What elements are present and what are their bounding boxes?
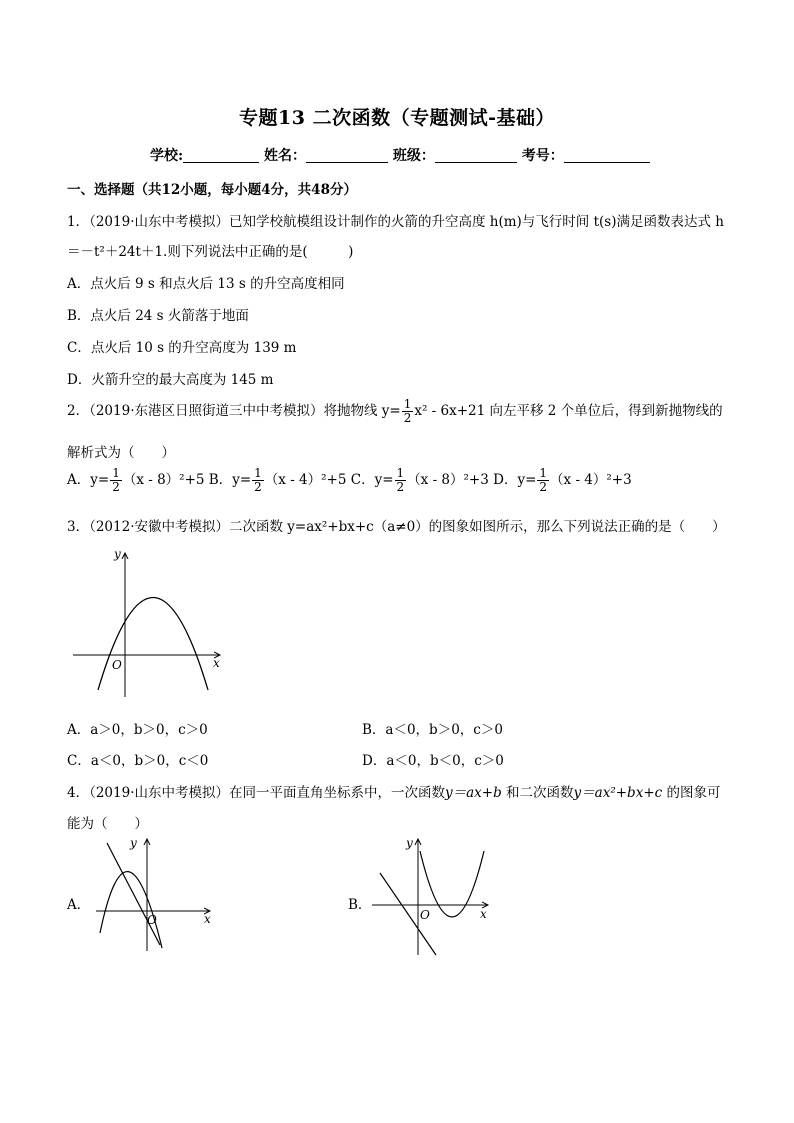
y-axis-label: y [130, 836, 137, 850]
q4-stem-line2: 能为（ ） [67, 816, 148, 832]
fraction: $\frac{1}{2}$ [396, 466, 405, 494]
origin-label: O [112, 658, 122, 672]
q3-option-c: C．a＜0，b＞0，c＜0 [67, 753, 209, 769]
fraction: $\frac{1}{2}$ [539, 466, 548, 494]
q4-graph-b [368, 833, 496, 958]
q3-option-d: D．a＜0，b＜0，c＞0 [362, 753, 504, 769]
q1-option-d: D．火箭升空的最大高度为 145 m [67, 372, 274, 388]
q2-stem-line1: 2．（2019·东港区日照街道三中中考模拟）将抛物线 y= $\frac{1}{2}$ x² - 6x+21 向左平移 2 个单位后，得到新抛物线的 [67, 397, 723, 425]
section-heading: 一、选择题（共12小题，每小题4分，共48分） [67, 182, 357, 198]
q4-option-a-label: A． [67, 897, 91, 913]
school-blank[interactable] [183, 148, 259, 163]
q1-option-b: B．点火后 24 s 火箭落于地面 [67, 308, 249, 324]
q4-graph-a [92, 833, 222, 958]
page-title: 专题13 二次函数（专题测试-基础） [239, 107, 555, 129]
q2-options: A．y= $\frac{1}{2}$ （x - 8）²+5 B．y= $\frac{1}{2}$ （x - 4）²+5 C．y= $\frac{1}{2}$ （x - 8）²+3 D．y= $\frac{1}{2}$ （x - 4）²+3 [67, 466, 632, 494]
class-blank[interactable] [435, 148, 517, 163]
fraction: $\frac{1}{2}$ [254, 466, 262, 494]
fraction: $\frac{1}{2}$ [112, 466, 120, 494]
q3-parabola-graph [68, 545, 233, 700]
exam-no-label: 考号： [521, 148, 564, 164]
q1-option-a: A．点火后 9 s 和点火后 13 s 的升空高度相同 [67, 276, 345, 292]
student-info-row [150, 145, 650, 165]
q1-stem-line2: ＝－t²＋24t＋1.则下列说法中正确的是( ) [67, 244, 354, 260]
origin-label: O [147, 913, 157, 927]
y-axis-label: y [114, 547, 121, 561]
name-label: 姓名： [264, 148, 307, 164]
q1-stem-line1: 1．（2019·山东中考模拟）已知学校航模组设计制作的火箭的升空高度 h(m)与飞行时间 t(s)满足函数表达式 h [67, 214, 724, 230]
q4-stem-line1: 4．（2019·山东中考模拟）在同一平面直角坐标系中，一次函数y＝ax+b 和二次函数y＝ax²+bx+c 的图象可 [67, 785, 721, 801]
q4-option-b-label: B． [348, 897, 372, 913]
x-axis-label: x [213, 656, 220, 670]
fraction: $\frac{1}{2}$ [403, 397, 412, 425]
x-axis-label: x [480, 907, 487, 921]
x-axis-label: x [204, 912, 211, 926]
q3-stem: 3．（2012·安徽中考模拟）二次函数 y=ax²+bx+c（a≠0）的图象如图所示，那么下列说法正确的是（ ） [67, 519, 726, 535]
origin-label: O [420, 908, 430, 922]
q1-option-c: C．点火后 10 s 的升空高度为 139 m [67, 340, 297, 356]
y-axis-label: y [406, 836, 413, 850]
class-label: 班级： [392, 148, 435, 164]
exam-no-blank[interactable] [564, 148, 650, 163]
q3-option-a: A．a＞0，b＞0，c＞0 [67, 722, 208, 738]
q2-stem-line2: 解析式为（ ） [67, 445, 175, 461]
q3-option-b: B．a＜0，b＞0，c＞0 [362, 722, 503, 738]
school-label: 学校: [150, 148, 184, 164]
name-blank[interactable] [306, 148, 388, 163]
